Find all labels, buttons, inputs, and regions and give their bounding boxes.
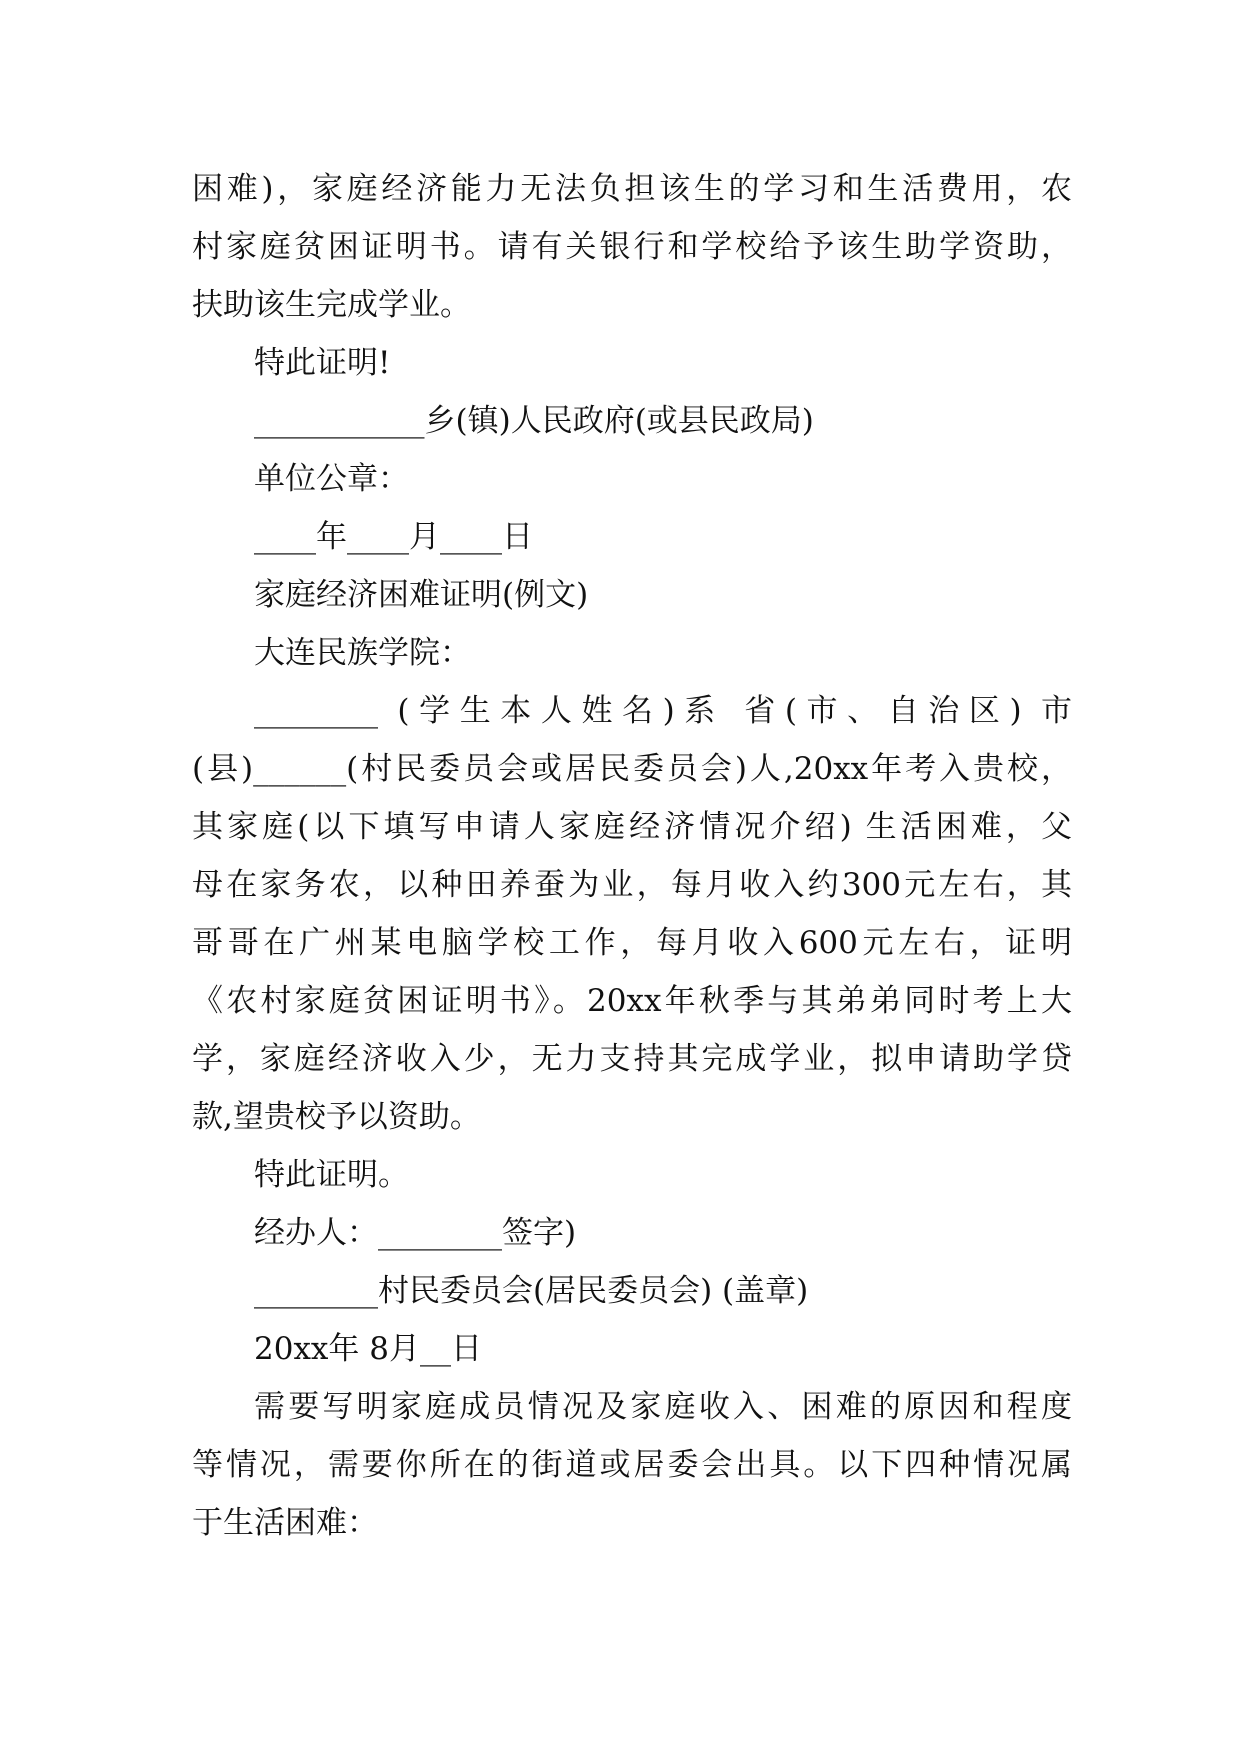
text-line: 特此证明! (254, 345, 391, 381)
text-line: 大连民族学院： (254, 635, 471, 671)
text-line: 扶助该生完成学业。 (192, 287, 471, 323)
text-line: 特此证明。 (254, 1157, 409, 1193)
text-line: 需要写明家庭成员情况及家庭收入、困难的原因和程度 (254, 1389, 1072, 1425)
text-line: ____年____月____日 (254, 519, 533, 555)
text-line: 经办人：________签字) (254, 1215, 577, 1251)
text-line: ___________乡(镇)人民政府(或县民政局) (254, 403, 814, 439)
text-line: 等情况，需要你所在的街道或居委会出具。以下四种情况属 (192, 1447, 1072, 1483)
text-line: 《农村家庭贫困证明书》。20xx年秋季与其弟弟同时考上大 (192, 983, 1072, 1019)
text-line: 单位公章： (254, 461, 409, 497)
text-line: 款,望贵校予以资助。 (192, 1099, 481, 1135)
text-line: 其家庭(以下填写申请人家庭经济情况介绍) 生活困难，父 (192, 809, 1072, 845)
text-line: ________ (学生本人姓名)系 省(市、自治区) 市 (254, 693, 1072, 729)
document-body (192, 160, 1072, 1552)
text-line: (县)______(村民委员会或居民委员会)人,20xx年考入贵校， (192, 751, 1072, 787)
text-line: ________村民委员会(居民委员会) (盖章) (254, 1273, 809, 1309)
text-line: 家庭经济困难证明(例文) (254, 577, 589, 613)
text-line: 20xx年 8月__日 (254, 1331, 482, 1367)
text-line: 学，家庭经济收入少，无力支持其完成学业，拟申请助学贷 (192, 1041, 1072, 1077)
text-line: 于生活困难： (192, 1505, 378, 1541)
text-line: 困难)，家庭经济能力无法负担该生的学习和生活费用，农 (192, 171, 1072, 207)
text-line: 母在家务农，以种田养蚕为业，每月收入约300元左右，其 (192, 867, 1072, 903)
text-line: 村家庭贫困证明书。请有关银行和学校给予该生助学资助， (192, 229, 1072, 265)
text-line: 哥哥在广州某电脑学校工作，每月收入600元左右，证明 (192, 925, 1072, 961)
